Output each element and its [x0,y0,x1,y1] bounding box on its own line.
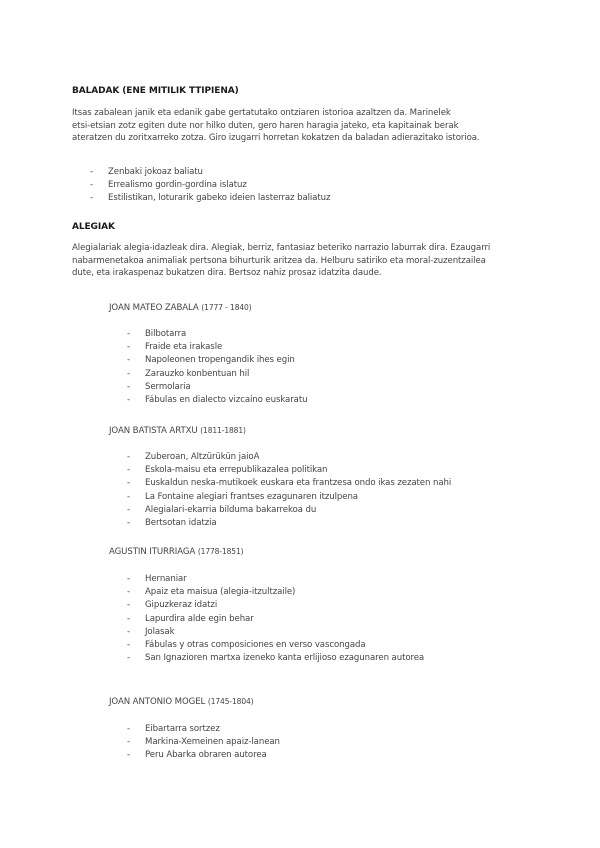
list-item-text: Peru Abarka obraren autorea [145,750,267,761]
list-item-text: Zuberoan, Altzürükün jaioA [145,452,260,462]
list-item [90,166,330,179]
list-item [127,749,280,762]
bullet-dash: - [127,478,131,489]
section-title-baladak: BALADAK (ENE MITILIK TTIPIENA) [72,86,239,96]
list-item [90,179,330,192]
bullet-dash: - [127,626,131,637]
author-facts-mogel [127,723,280,763]
list-item [127,573,424,586]
paragraph-line: etsi-etsian zotz egiten dute nor hilko duten, gero haren haragia jateko, eta kapitainak berak [72,120,459,131]
list-item [127,354,307,367]
bullet-dash: - [127,452,131,462]
list-item [127,723,280,736]
bullet-dash: - [127,395,131,406]
list-item [127,381,307,394]
author-facts-zabala [127,328,307,407]
list-item [127,517,451,530]
list-item-text: Euskaldun neska-mutikoek euskara eta frantzesa ondo ikas zezaten nahi [145,478,452,489]
bullet-dash: - [127,329,131,339]
list-item [127,394,307,407]
baladak-bullet-list [90,166,330,206]
paragraph-baladak [72,107,532,145]
list-item-text: San Ignazioren martxa izeneko kanta erlijioso ezagunaren autorea [145,653,425,664]
list-item-text: Markina-Xemeinen apaiz-lanean [145,737,280,748]
author-heading-zabala [109,303,252,313]
bullet-dash: - [127,368,131,379]
list-item-text: Bilbotarra [145,329,187,339]
list-item-text: Hernaniar [145,574,187,584]
author-years: (1811-1881) [200,426,246,435]
author-facts-iturriaga [127,573,424,665]
list-item-text: La Fontaine alegiari frantses ezagunaren itzulpena [145,491,358,502]
bullet-dash: - [127,737,131,748]
list-item [90,192,330,205]
author-name: JOAN MATEO ZABALA [109,303,199,313]
section-title-alegiak: ALEGIAK [72,222,115,232]
bullet-dash: - [127,750,131,761]
paragraph-line: nabarmenetakoa animaliak pertsona bihurturik aritzea da. Helburu satiriko eta moral-zuzentzailea [72,255,486,266]
author-years: (1745-1804) [207,697,254,706]
list-item-text: Fábulas en dialecto vizcaíno euskaratu [145,395,308,406]
bullet-dash: - [127,491,131,502]
list-item-text: Bertsotan idatzia [145,518,217,529]
list-item [127,464,451,477]
list-item-text: Zarauzko konbentuan hil [145,368,250,379]
list-item-text: Eskola-maisu eta errepublikazalea politikan [145,465,328,476]
list-item-text: Jolasak [145,626,175,637]
bullet-dash: - [90,193,94,204]
bullet-dash: - [127,600,131,611]
list-item [127,626,424,639]
list-item [127,652,424,665]
list-item [127,613,424,626]
author-heading-mogel [109,697,254,707]
list-item [127,368,307,381]
author-years: (1777 - 1840) [201,303,252,312]
list-item-text: Gipuzkeraz idatzi [145,600,218,611]
list-item-text: Sermolaria [145,381,191,392]
author-name: JOAN ANTONIO MOGEL [109,697,206,707]
paragraph-alegiak [72,242,532,280]
paragraph-line: Alegialariak alegia-idazleak dira. Alegiak, berriz, fantasiaz beteriko narrazio laburrak dira. Ezaugarri [72,243,491,253]
author-years: (1778-1851) [197,547,244,556]
bullet-dash: - [127,342,131,353]
author-facts-artxu [127,451,451,530]
list-item-text: Fraide eta irakasle [145,342,223,353]
list-item [127,328,307,341]
bullet-dash: - [127,381,131,392]
list-item-text: Estilistikan, loturarik gabeko ideien lasterraz baliatuz [108,193,331,204]
list-item-text: Alegialari-ekarria bilduma bakarrekoa du [145,504,317,515]
bullet-dash: - [127,640,131,651]
list-item [127,341,307,354]
list-item [127,491,451,504]
list-item-text: Apaiz eta maisua (alegia-itzultzaile) [145,587,296,598]
author-name: AGUSTIN ITURRIAGA [109,547,196,557]
bullet-dash: - [127,587,131,598]
bullet-dash: - [90,167,94,177]
bullet-dash: - [127,724,131,734]
list-item [127,736,280,749]
author-heading-artxu [109,426,246,436]
list-item-text: Lapurdira alde egin behar [145,613,254,624]
bullet-dash: - [127,613,131,624]
bullet-dash: - [127,653,131,664]
list-item-text: Napoleonen tropengandik ihes egin [145,355,295,366]
list-item [127,586,424,599]
list-item-text: Errealismo gordin-gordina islatuz [108,180,247,191]
paragraph-line: dute, eta irakaspenaz bukatzen dira. Bertsoz nahiz prosaz idatzita daude. [72,268,382,279]
author-name: JOAN BATISTA ARTXU [109,426,198,436]
bullet-dash: - [127,355,131,366]
paragraph-line: Itsas zabalean janik eta edanik gabe gertatutako ontziaren istorioa azaltzen da. Marinelek [72,108,451,118]
bullet-dash: - [90,180,94,191]
bullet-dash: - [127,504,131,515]
list-item-text: Fábulas y otras composiciones en verso vascongada [145,640,366,651]
list-item [127,639,424,652]
list-item [127,599,424,612]
author-heading-iturriaga [109,547,243,557]
list-item [127,477,451,490]
list-item-text: Zenbaki jokoaz baliatu [108,167,203,177]
paragraph-line: ateratzen du zoritxarreko zotza. Giro izugarri horretan kokatzen da baladan adierazitako istorioa. [72,133,480,144]
bullet-dash: - [127,465,131,476]
list-item-text: Eibartarra sortzez [145,724,220,734]
bullet-dash: - [127,518,131,529]
bullet-dash: - [127,574,131,584]
list-item [127,504,451,517]
list-item [127,451,451,464]
